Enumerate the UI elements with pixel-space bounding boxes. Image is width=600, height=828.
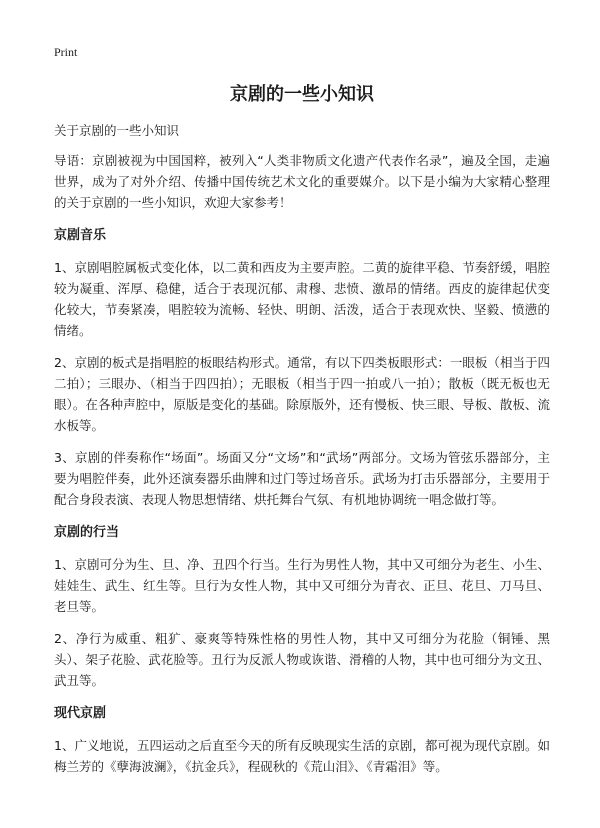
roles-paragraph-2: 2、净行为威重、粗犷、豪爽等特殊性格的男性人物，其中又可细分为花脸（铜锤、黑头）、架子花脸、武花脸等。丑行为反派人物或诙谐、滑稽的人物，其中也可细分为文丑、武丑等。 [54, 631, 550, 688]
music-paragraph-3: 3、京剧的伴奏称作“场面”。场面又分“文场”和“武场”两部分。文场为管弦乐器部分，主要为唱腔伴奏，此外还演奏器乐曲牌和过门等过场音乐。武场为打击乐器部分，主要用于配合身段表演、表现人物思想情绪、烘托舞台气氛、有机地协调统一唱念做打等。 [54, 450, 550, 507]
intro-paragraph: 导语：京剧被视为中国国粹，被列入“人类非物质文化遗产代表作名录”，遍及全国，走遍世界，成为了对外介绍、传播中国传统艺术文化的重要媒介。以下是小编为大家精心整理的关于京剧的一些小知识，欢迎大家参考！ [54, 153, 550, 210]
section-heading-modern: 现代京剧 [54, 706, 107, 721]
subtitle: 关于京剧的一些小知识 [54, 123, 180, 138]
section-heading-roles: 京剧的行当 [54, 525, 120, 540]
page-title: 京剧的一些小知识 [230, 84, 374, 105]
article-body [54, 150, 550, 788]
music-paragraph-1: 1、京剧唱腔属板式变化体，以二黄和西皮为主要声腔。二黄的旋律平稳、节奏舒缓，唱腔较为凝重、浑厚、稳健，适合于表现沉郁、肃穆、悲愤、激昂的情绪。西皮的旋律起伏变化较大，节奏紧凑，唱腔较为流畅、轻快、明朗、活泼，适合于表现欢快、坚毅、愤懑的情绪。 [54, 260, 550, 338]
print-link[interactable]: Print [54, 45, 78, 59]
roles-paragraph-1: 1、京剧可分为生、旦、净、丑四个行当。生行为男性人物，其中又可细分为老生、小生、娃娃生、武生、红生等。旦行为女性人物，其中又可细分为青衣、正旦、花旦、刀马旦、老旦等。 [54, 557, 550, 614]
section-heading-music: 京剧音乐 [54, 228, 107, 243]
modern-paragraph-1: 1、广义地说，五四运动之后直至今天的所有反映现实生活的京剧，都可视为现代京剧。如梅兰芳的《孽海波澜》，《抗金兵》，程砚秋的《荒山泪》、《青霜泪》等。 [54, 738, 550, 774]
music-paragraph-2: 2、京剧的板式是指唱腔的板眼结构形式。通常，有以下四类板眼形式：一眼板（相当于四二拍）；三眼办、（相当于四四拍）；无眼板（相当于四一拍或八一拍）；散板（既无板也无眼）。在各种声腔中，原版是变化的基础。除原版外，还有慢板、快三眼、导板、散板、流水板等。 [54, 355, 550, 433]
